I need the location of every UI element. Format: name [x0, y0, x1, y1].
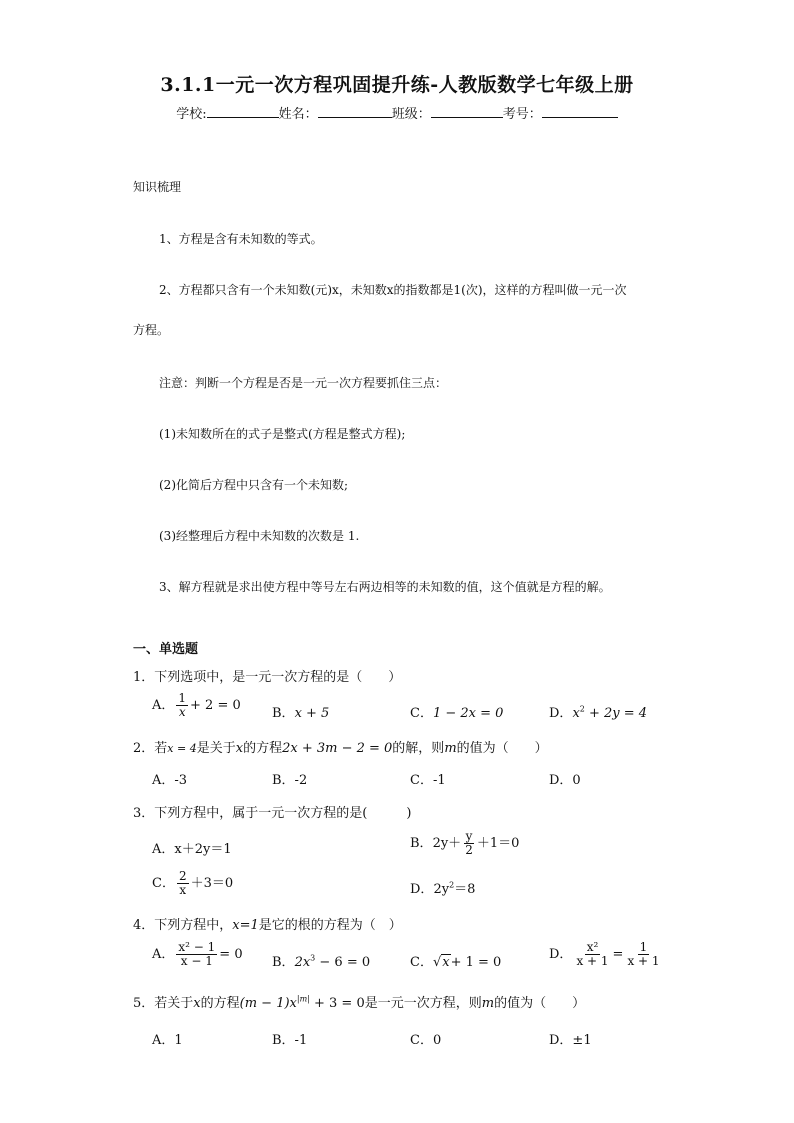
question-3-option-b[interactable]: B．2y＋ $\frac{y}{2}$ ＋1＝0 [410, 829, 520, 857]
question-1-option-d[interactable]: D．$x^2 + 2y = 4$ [549, 704, 648, 721]
page-title: 3.1.1一元一次方程巩固提升练-人教版数学七年级上册 [160, 74, 634, 96]
question-3-option-d[interactable]: D．$2y^2=8$ [410, 880, 476, 897]
question-5-stem: 5．若关于x的方程$(m - 1)x^{|m|} + 3 = 0$是一元一次方程，则m的值为（ ） [133, 994, 586, 1011]
student-info-line [0, 103, 794, 122]
question-5-option-d[interactable]: D．±1 [549, 1033, 592, 1048]
fraction: $\frac{\text{x²}}{x + 1}$ [576, 940, 609, 968]
question-5-option-a[interactable]: A．1 [152, 1033, 183, 1048]
question-3-option-a[interactable]: A．x＋2y＝1 [152, 842, 232, 857]
knowledge-note-3: (3)经整理后方程中未知数的次数是 1. [159, 529, 360, 543]
section-heading: 一、单选题 [133, 642, 199, 657]
school-label: 学校: [176, 107, 207, 122]
question-2-option-d[interactable]: D．0 [549, 773, 581, 788]
question-4-option-a[interactable]: A． $\frac{\text{x² − 1}}{x - 1}$ = 0 [152, 940, 243, 968]
knowledge-note: 注意：判断一个方程是否是一元一次方程要抓住三点： [159, 376, 448, 390]
fraction: $\frac{\text{x² − 1}}{x - 1}$ [178, 940, 216, 968]
knowledge-point-2b: 方程。 [133, 323, 170, 337]
knowledge-note-2: (2)化简后方程中只含有一个未知数; [159, 478, 349, 492]
knowledge-heading: 知识梳理 [133, 180, 182, 194]
number-label: 考号： [502, 107, 542, 122]
question-4-option-d[interactable]: D． $\frac{\text{x²}}{x + 1}$ = $\frac{1}{x + 1}$ [549, 940, 660, 968]
knowledge-point-3: 3、解方程就是求出使方程中等号左右两边相等的未知数的值，这个值就是方程的解。 [159, 580, 611, 594]
fraction: $\frac{1}{x + 1}$ [627, 940, 660, 968]
question-1-option-a[interactable]: A． $\frac{1}{x}$ + 2 = 0 [152, 691, 241, 719]
class-blank[interactable] [431, 105, 503, 118]
question-4-option-c[interactable]: C．√x+ 1 = 0 [410, 955, 502, 970]
question-1-option-b[interactable]: B．x + 5 [272, 706, 330, 721]
question-1-option-c[interactable]: C．1 − 2x = 0 [410, 706, 504, 721]
question-3-stem: 3．下列方程中，属于一元一次方程的是( ) [133, 806, 412, 821]
question-2-option-b[interactable]: B．-2 [272, 773, 308, 788]
question-2-stem: 2．若x = 4是关于x的方程2x + 3m − 2 = 0的解，则m的值为（ ） [133, 741, 548, 756]
number-blank[interactable] [542, 105, 618, 118]
sqrt-icon: √ [432, 955, 442, 970]
name-label: 姓名： [278, 107, 318, 122]
fraction: $\frac{y}{2}$ [465, 829, 473, 857]
knowledge-point-2a: 2、方程都只含有一个未知数(元)x，未知数x的指数都是1(次)，这样的方程叫做一元一次 [159, 283, 627, 297]
fraction: $\frac{2}{x}$ [178, 869, 187, 897]
knowledge-note-1: (1)未知数所在的式子是整式(方程是整式方程); [159, 427, 406, 441]
question-3-option-c[interactable]: C． $\frac{2}{x}$ ＋3＝0 [152, 869, 234, 897]
fraction: $\frac{1}{x}$ [178, 691, 187, 719]
question-1-stem: 1．下列选项中，是一元一次方程的是（ ） [133, 670, 402, 685]
question-2-option-c[interactable]: C．-1 [410, 773, 446, 788]
question-5-option-c[interactable]: C．0 [410, 1033, 442, 1048]
class-label: 班级： [391, 107, 431, 122]
name-blank[interactable] [318, 105, 392, 118]
question-2-option-a[interactable]: A．-3 [152, 773, 188, 788]
question-4-option-b[interactable]: B．$2x^3 - 6 = 0$ [272, 953, 371, 970]
question-4-stem: 4．下列方程中，x=1是它的根的方程为（ ） [133, 918, 402, 933]
question-5-option-b[interactable]: B．-1 [272, 1033, 308, 1048]
knowledge-point-1: 1、方程是含有未知数的等式。 [159, 232, 323, 246]
school-blank[interactable] [207, 105, 279, 118]
